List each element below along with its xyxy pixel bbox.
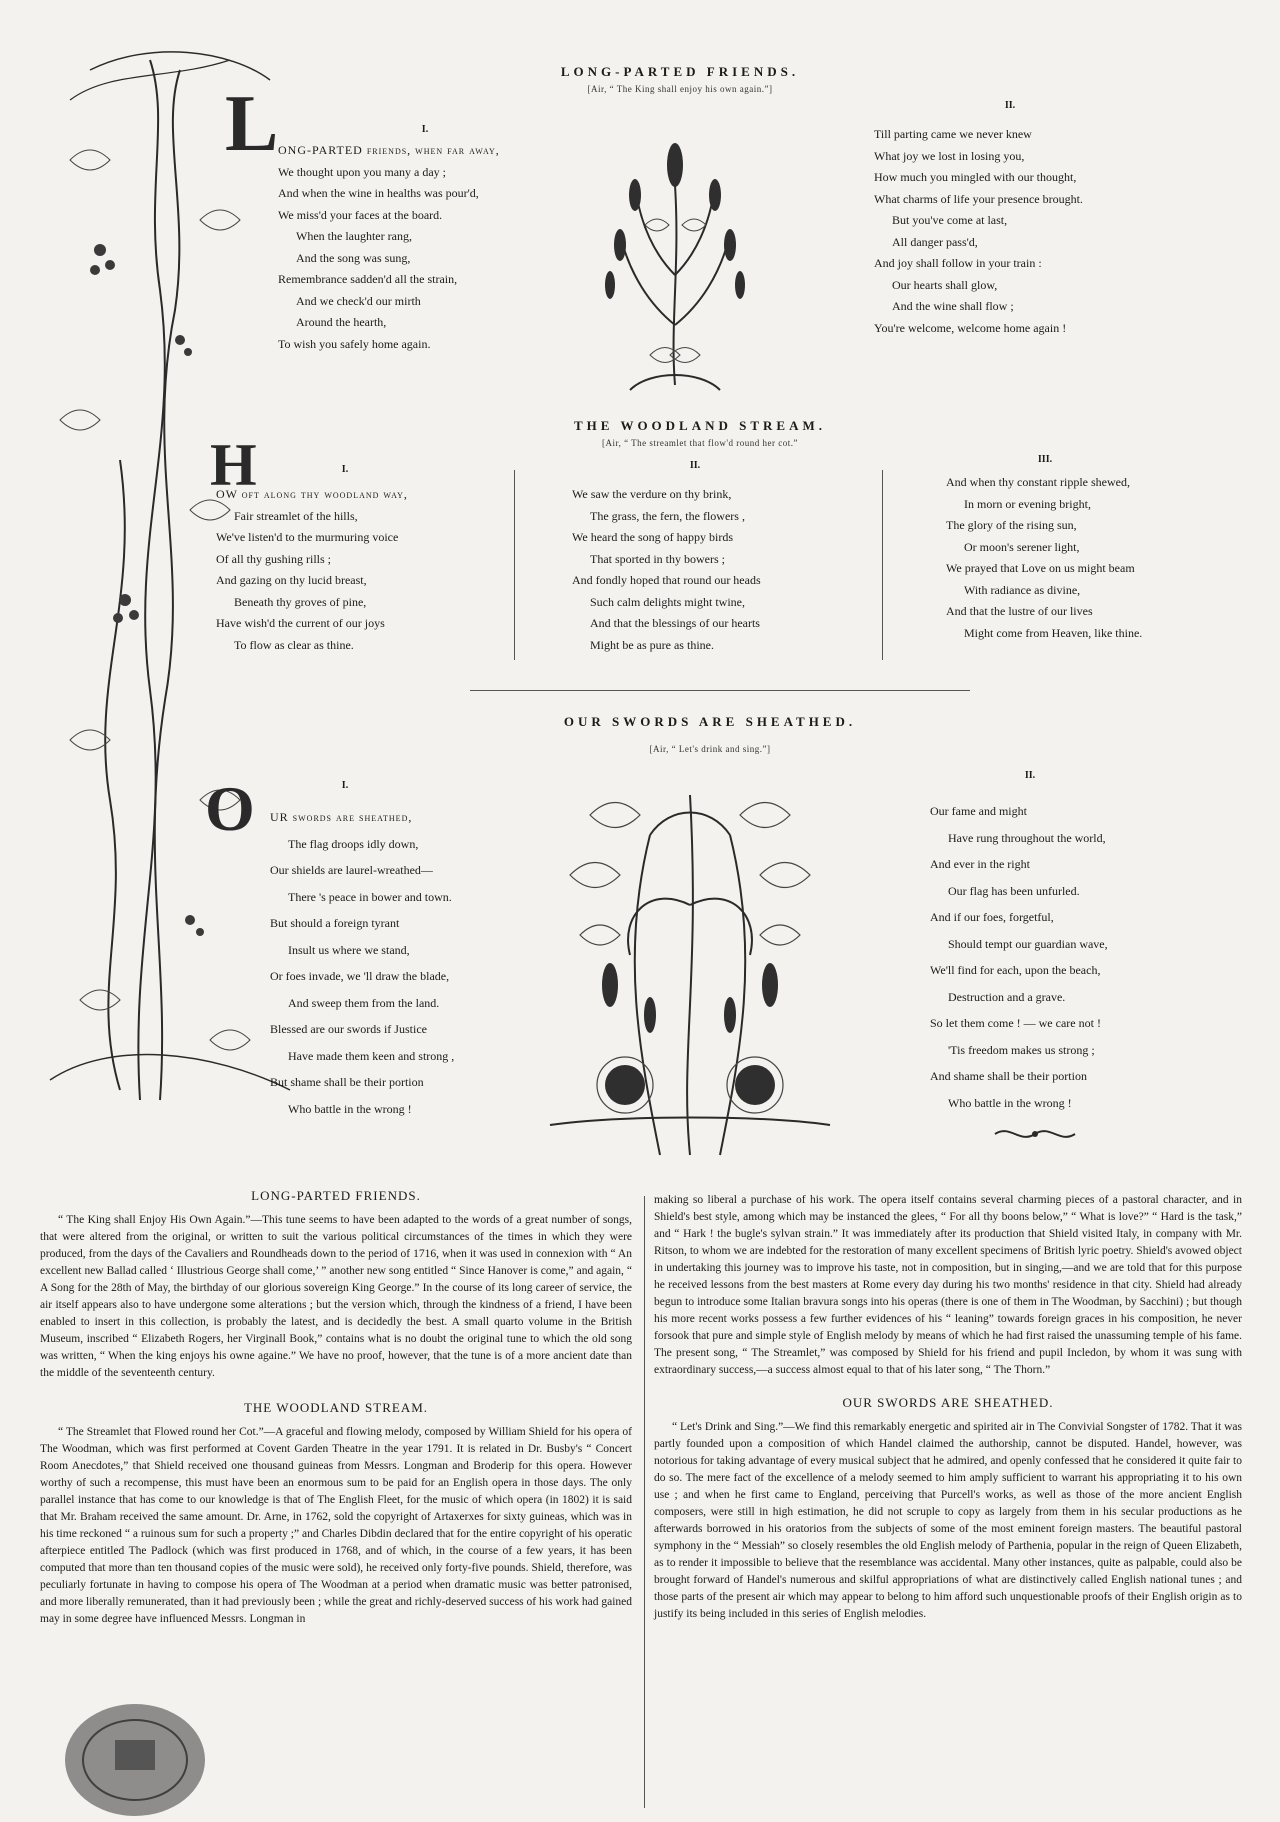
verse-line: Beneath thy groves of pine, <box>234 594 367 609</box>
poem1-air: [Air, “ The King shall enjoy his own again.”] <box>587 84 773 94</box>
verse-line: And if our foes, forgetful, <box>930 910 1054 924</box>
verse-line: Insult us where we stand, <box>288 942 410 957</box>
verse-line: Our flag has been unfurled. <box>948 883 1080 898</box>
poem3-stanza2-numeral: II. <box>1024 770 1036 781</box>
verse-line: UR swords are sheathed, <box>270 810 413 824</box>
verse-line: 'Tis freedom makes us strong ; <box>948 1042 1095 1057</box>
verse-line: When the laughter rang, <box>296 229 412 243</box>
poem1-stanza2 <box>874 124 1083 339</box>
verse-line: Or foes invade, we 'll draw the blade, <box>270 969 450 983</box>
verse-line: And shame shall be their portion <box>930 1069 1087 1083</box>
verse-line: Of all thy gushing rills ; <box>216 551 331 566</box>
verse-line: Have wish'd the current of our joys <box>216 616 385 630</box>
verse-line: Our shields are laurel-wreathed— <box>270 863 433 877</box>
notes-heading-woodland: THE WOODLAND STREAM. <box>243 1400 429 1415</box>
poem1-title: LONG-PARTED FRIENDS. <box>560 64 800 79</box>
poem2-stanza1-numeral: I. <box>341 464 349 475</box>
poem1-stanza1 <box>278 140 500 355</box>
verse-line: And joy shall follow in your train : <box>874 256 1042 270</box>
verse-line: Or moon's serener light, <box>964 539 1080 554</box>
poem2-stanza1 <box>216 484 408 656</box>
verse-line: And the song was sung, <box>296 250 411 265</box>
verse-line: And that the lustre of our lives <box>946 604 1093 618</box>
notes-right-column <box>654 1192 1242 1623</box>
verse-line: But should a foreign tyrant <box>270 916 400 930</box>
dropcap-o-glyph: O <box>205 773 255 844</box>
verse-line: There 's peace in bower and town. <box>288 889 452 904</box>
verse-line: Who battle in the wrong ! <box>948 1095 1072 1110</box>
poem3-stanza1 <box>270 804 454 1122</box>
poem2-stanza3 <box>946 472 1142 644</box>
verse-line: The grass, the fern, the flowers , <box>590 508 745 523</box>
verse-line: All danger pass'd, <box>892 234 978 249</box>
verse-line: To flow as clear as thine. <box>234 637 354 652</box>
section-rule <box>470 690 970 691</box>
poem2-stanza2 <box>572 484 761 656</box>
poem3-stanza2 <box>930 798 1108 1116</box>
verse-line: And that the blessings of our hearts <box>590 616 760 630</box>
verse-line: We heard the song of happy birds <box>572 530 733 544</box>
column-rule <box>514 470 515 660</box>
verse-line: And when the wine in healths was pour'd, <box>278 186 479 200</box>
verse-line: Who battle in the wrong ! <box>288 1101 412 1116</box>
verse-line: And the wine shall flow ; <box>892 299 1014 313</box>
verse-line: Blessed are our swords if Justice <box>270 1022 427 1036</box>
poem1-stanza1-numeral: I. <box>421 124 429 135</box>
notes-paragraph: “ The King shall Enjoy His Own Again.”—This tune seems to have been adapted to the words of a great number of songs, that were altered from the original, or written to suit the various political circumstances of the times in which they were produced, from the days of the Cavaliers and Roundheads down to the period of 1716, when it was used in connexion with “ An excellent new Ballad called ‘ Illustrious George shall come,’ ” another new song entitled “ Since Hanover is come,” and again, “ A Song for the 28th of May, the birthday of our glorious sovereign King George.” In the course of its long career of service, the air itself appears also to have undergone some alterations ; but the version which, through the kindness of a friend, I have been enabled to insert in this collection, is probably the latest, and is decidedly the best. A small quarto volume in the British Museum, inscribed “ Elizabeth Rogers, her Virginall Book,” contains what is no doubt the original tune to which the old song was written, “ When the king enjoys his owne againe.” We have no proof, however, that the tune is of a more ancient date than the middle of the seventeenth century. <box>40 1214 632 1379</box>
verse-line: And ever in the right <box>930 857 1030 871</box>
verse-line: Such calm delights might twine, <box>590 594 745 609</box>
verse-line: ONG-PARTED friends, when far away, <box>278 143 500 157</box>
verse-line: You're welcome, welcome home again ! <box>874 320 1067 335</box>
verse-line: OW oft along thy woodland way, <box>216 487 408 501</box>
fuchsia-illustration <box>590 125 760 395</box>
verse-line: We miss'd your faces at the board. <box>278 207 443 222</box>
verse-line: The glory of the rising sun, <box>946 518 1077 532</box>
verse-line: Till parting came we never knew <box>874 127 1032 141</box>
poem3-title: OUR SWORDS ARE SHEATHED. <box>563 714 857 729</box>
notes-paragraph: “ Let's Drink and Sing.”—We find this remarkably energetic and spirited air in The Convivial Songster of 1782. That it was partly founded upon a composition of which Handel claimed the authorship, cannot be disputed. Handel, however, was notorious for taking advantage of every musical subject that he admired, and openly confessed that he considered it quite fair to do so. The mere fact of the excellence of a melody seemed to him amply sufficient to warrant his appropriating it to his own use ; and when he first came to England, perceiving that Purcell's works, as well as those of the more ancient English composers, were still in high estimation, he did not scruple to copy as largely from them in his secular productions as he afterwards borrowed in his oratorios from the subjects of some of the most eminent foreign masters. The beautiful pastoral symphony in the “ Messiah” so closely resembles the old English melody of Parthenia, popular in the reign of Queen Elizabeth, as to render it impossible to believe that the resemblance was accidental. Many other instances, quite as palpable, could also be brought forward of Handel's numerous and skilful appropriations of what are distinctively called English national tunes ; and those parts of the present air which may appear to belong to him afford such unquestionable proofs of their English origin as to justify its being included in this series of English melodies. <box>654 1421 1242 1620</box>
verse-line: Should tempt our guardian wave, <box>948 936 1108 951</box>
verse-line: What joy we lost in losing you, <box>874 148 1025 163</box>
notes-paragraph: “ The Streamlet that Flowed round her Cot.”—A graceful and flowing melody, composed by William Shield for his opera of The Woodman, which was first performed at Covent Garden Theatre in the year 1791. It is related in Dr. Busby's “ Concert Room Anecdotes,” that Shield received one thousand guineas from Messrs. Longman and Broderip for this opera. However worthy of such a recompense, this must have been an enormous sum to be paid for an English opera in those days. The only parallel instance that has come to our knowledge is that of The English Fleet, for the music of which opera (in 1802) it is said that Mr. Braham received the same amount. Dr. Arne, in 1762, sold the copyright of Artaxerxes for sixty guineas, which was in his time reckoned “ a ruinous sum for such a property ;” and Charles Dibdin declared that for the entire copyright of his operatic afterpiece entitled The Padlock (which was first produced in 1768, and of which, in the course of a few years, it has been computed that more than ten thousand copies of the music were sold), he received only forty-five pounds. Shield, therefore, was peculiarly fortunate in having to compose his opera of The Woodman at a period when dramatic music was better patronised, and more liberally remunerated, than it had previously been ; while the great and richly-deserved success of his work had gained may in some degree have influenced Messrs. Longman in <box>40 1426 632 1625</box>
verse-line: And gazing on thy lucid breast, <box>216 573 367 587</box>
verse-line: Our fame and might <box>930 804 1027 818</box>
verse-line: With radiance as divine, <box>964 582 1081 597</box>
verse-line: Have made them keen and strong , <box>288 1048 455 1063</box>
verse-line: We thought upon you many a day ; <box>278 164 447 179</box>
verse-line: We prayed that Love on us might beam <box>946 561 1135 575</box>
poem2-title: THE WOODLAND STREAM. <box>573 418 827 433</box>
verse-line: We saw the verdure on thy brink, <box>572 487 732 501</box>
notes-paragraph: making so liberal a purchase of his work. The opera itself contains several charming pieces of a pastoral character, and in Shield's best style, among which may be instanced the glees, “ For all thy boons below,” “ What is love?” “ Hard is the task,” and “ Hark ! the bugle's sylvan strain.” It was immediately after its production that Shield visited Italy, in company with Mr. Ritson, to whom we are indebted for the restoration of many excellent specimens of British lyric poetry. Shield's avowed object in undertaking this journey was to improve his taste, not in composition, but in singing,—and we are told that for this purpose he received lessons from the best masters at Rome every day during his two months' residence in that city. Shield had already begun to introduce some Italian bravura songs into his operas (there is one of them in The Woodman, by Sacchini) ; but though his more recent works possess a few further evidences of his “ leaning” towards foreign graces in his composition, he never forsook that pure and simple style of English melody by means of which he had first raised the unassuming temple of his fame. The present song, “ The Streamlet,” was composed by Shield for his friend and pupil Incledon, by whom it was sung with extraordinary success,—a success almost equal to that of his later song, “ The Thorn.” <box>654 1194 1242 1376</box>
floral-illustration <box>540 755 840 1165</box>
poem3-stanza1-numeral: I. <box>341 780 349 791</box>
verse-line: Remembrance sadden'd all the strain, <box>278 272 458 286</box>
verse-line: How much you mingled with our thought, <box>874 170 1077 184</box>
dropcap-h-glyph: H <box>210 432 257 498</box>
dropcap-l-glyph: L <box>225 80 279 168</box>
notes-heading-long-parted: LONG-PARTED FRIENDS. <box>251 1188 421 1203</box>
verse-line: And fondly hoped that round our heads <box>572 573 761 587</box>
library-stamp <box>60 1700 210 1820</box>
notes-left-column <box>40 1188 632 1628</box>
poem3-air: [Air, “ Let's drink and sing.”] <box>649 744 771 754</box>
verse-line: And sweep them from the land. <box>288 995 440 1010</box>
poem2-stanza3-numeral: III. <box>1037 454 1053 465</box>
verse-line: But shame shall be their portion <box>270 1075 424 1089</box>
verse-line: Have rung throughout the world, <box>948 830 1106 845</box>
ornament-flourish <box>990 1124 1080 1144</box>
verse-line: Around the hearth, <box>296 315 387 329</box>
verse-line: Destruction and a grave. <box>948 989 1066 1004</box>
verse-line: The flag droops idly down, <box>288 836 419 851</box>
verse-line: Might come from Heaven, like thine. <box>964 625 1143 640</box>
column-rule <box>882 470 883 660</box>
verse-line: We've listen'd to the murmuring voice <box>216 530 399 544</box>
verse-line: Might be as pure as thine. <box>590 637 714 652</box>
verse-line: What charms of life your presence brought. <box>874 191 1083 206</box>
verse-line: And we check'd our mirth <box>296 293 421 308</box>
verse-line: Fair streamlet of the hills, <box>234 508 358 523</box>
verse-line: Our hearts shall glow, <box>892 277 998 292</box>
poem2-air: [Air, “ The streamlet that flow'd round her cot.” <box>601 438 799 448</box>
verse-line: In morn or evening bright, <box>964 496 1091 511</box>
verse-line: That sported in thy bowers ; <box>590 551 725 566</box>
verse-line: We'll find for each, upon the beach, <box>930 963 1101 977</box>
poem2-stanza2-numeral: II. <box>689 460 701 471</box>
verse-line: To wish you safely home again. <box>278 336 431 351</box>
verse-line: And when thy constant ripple shewed, <box>946 475 1130 489</box>
notes-column-rule <box>644 1196 645 1808</box>
notes-heading-swords: OUR SWORDS ARE SHEATHED. <box>842 1395 1054 1410</box>
verse-line: So let them come ! — we care not ! <box>930 1016 1101 1030</box>
poem1-stanza2-numeral: II. <box>1004 100 1016 111</box>
verse-line: But you've come at last, <box>892 213 1008 227</box>
